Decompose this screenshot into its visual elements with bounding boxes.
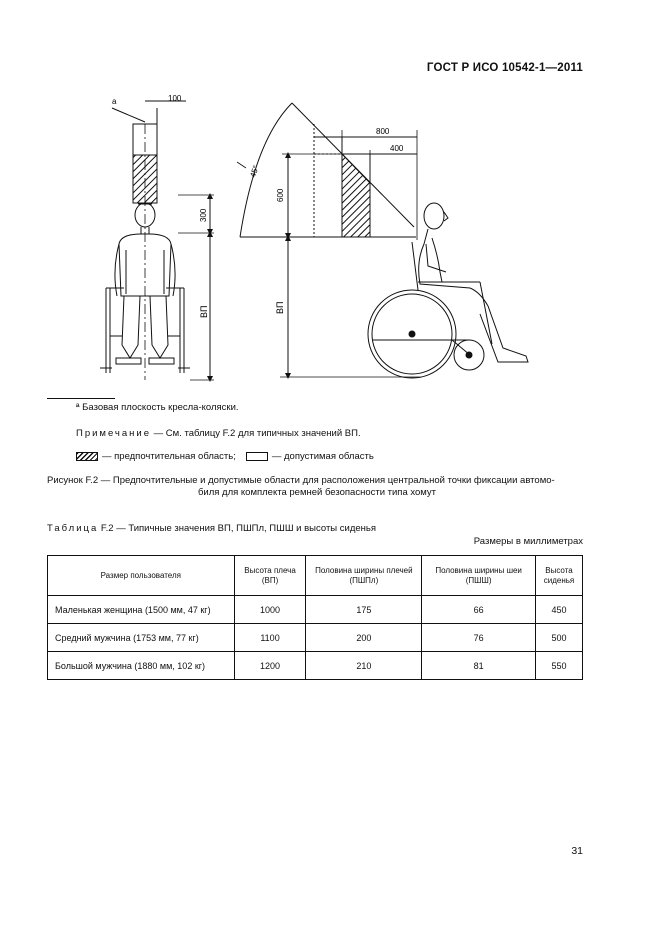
preferred-area-swatch — [76, 452, 98, 461]
label-a: a — [112, 97, 117, 106]
figure-legend — [76, 451, 374, 462]
table-cell: 200 — [306, 624, 422, 652]
table-row — [48, 596, 583, 624]
figure-caption — [47, 475, 587, 499]
dim-angle: 45° — [248, 164, 261, 179]
header-half-neck-width: Половина ширины шеи (ПШШ) — [422, 556, 536, 596]
table-title-label: Таблица — [47, 523, 99, 534]
header-seat-height: Высота сиденья — [536, 556, 583, 596]
table-cell: Маленькая женщина (1500 мм, 47 кг) — [48, 596, 235, 624]
side-view — [237, 103, 528, 379]
dim-vp-side: ВП — [275, 301, 285, 314]
dim-400: 400 — [390, 144, 404, 153]
table-header-row — [48, 556, 583, 596]
legend-preferred-label: — предпочтительная область; — [102, 451, 236, 462]
table-cell: 450 — [536, 596, 583, 624]
footnote-separator — [47, 398, 115, 399]
figure-footnote: ª Базовая плоскость кресла-коляски. — [76, 402, 239, 413]
table-title-text: F.2 — Типичные значения ВП, ПШПл, ПШШ и высоты сиденья — [98, 523, 376, 534]
note-text: — См. таблицу F.2 для типичных значений ВП. — [151, 428, 361, 439]
figure-f2-diagram — [0, 0, 661, 400]
table-cell: 210 — [306, 652, 422, 680]
table-units: Размеры в миллиметрах — [473, 536, 583, 547]
caption-line-1: Рисунок F.2 — Предпочтительные и допустимые области для расположения центральной точки фиксации автомо- — [47, 475, 555, 486]
document-header: ГОСТ Р ИСО 10542-1—2011 — [426, 62, 583, 74]
table-cell: 1200 — [234, 652, 306, 680]
note-label: Примечание — [76, 428, 151, 439]
legend-allowed-label: — допустимая область — [271, 451, 374, 462]
page-number: 31 — [571, 845, 583, 857]
dim-vp-front: ВП — [199, 305, 209, 318]
dim-800: 800 — [376, 127, 390, 136]
table-cell: 550 — [536, 652, 583, 680]
table-title — [47, 523, 376, 534]
caption-line-2: биля для комплекта ремней безопасности типа хомут — [197, 487, 437, 498]
table-row — [48, 624, 583, 652]
table-cell: 81 — [422, 652, 536, 680]
figure-note — [76, 428, 361, 439]
table-row — [48, 652, 583, 680]
values-table — [47, 555, 583, 680]
table-cell: 500 — [536, 624, 583, 652]
dim-300: 300 — [199, 208, 208, 222]
header-shoulder-height: Высота плеча (ВП) — [234, 556, 306, 596]
table-cell: 76 — [422, 624, 536, 652]
table-cell: 1100 — [234, 624, 306, 652]
header-half-shoulder-width: Половина ширины плечей (ПШПл) — [306, 556, 422, 596]
table-cell: 66 — [422, 596, 536, 624]
front-view — [100, 101, 214, 382]
header-user-size: Размер пользователя — [48, 556, 235, 596]
allowed-area-swatch — [246, 452, 268, 461]
dim-600: 600 — [276, 188, 285, 202]
table-cell: 1000 — [234, 596, 306, 624]
table-cell: 175 — [306, 596, 422, 624]
table-cell: Средний мужчина (1753 мм, 77 кг) — [48, 624, 235, 652]
table-cell: Большой мужчина (1880 мм, 102 кг) — [48, 652, 235, 680]
dim-100: 100 — [168, 94, 182, 103]
